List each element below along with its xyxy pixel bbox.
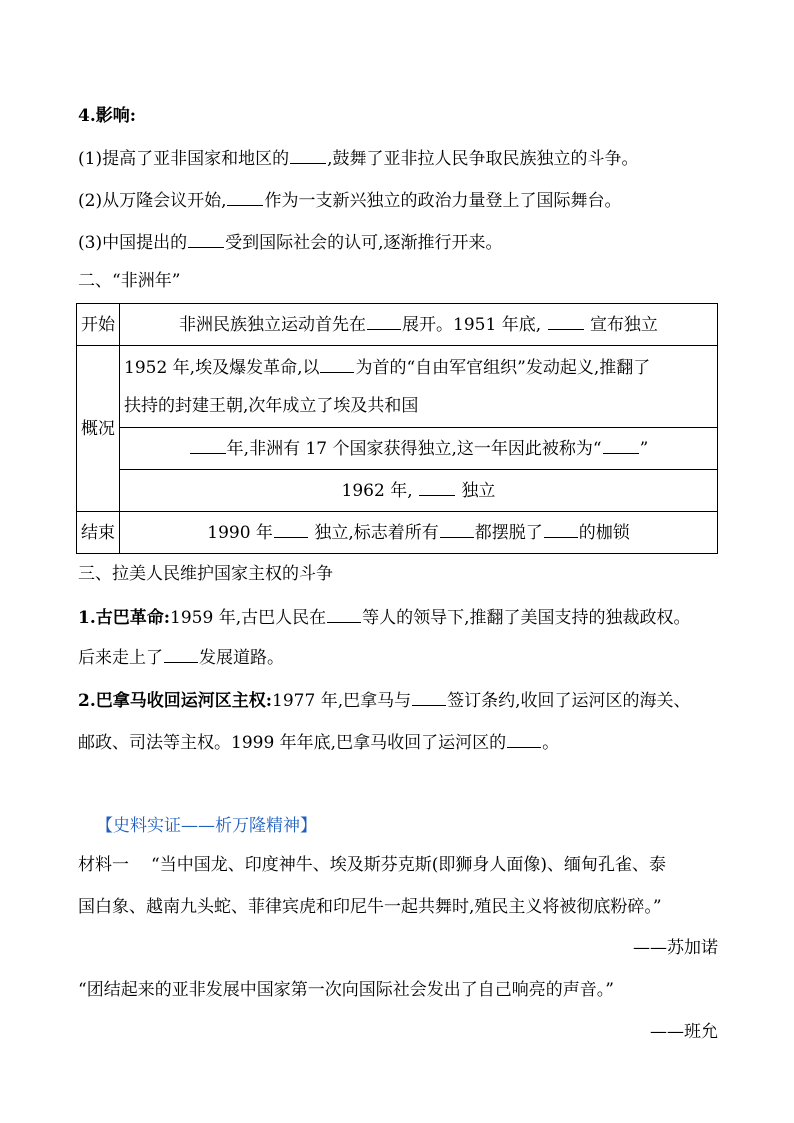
panama-text-b: 签订条约,收回了运河区的海关、 — [447, 691, 691, 711]
section4-heading: 4.影响: — [78, 106, 137, 126]
answer-blank — [419, 479, 455, 496]
answer-blank — [440, 521, 474, 538]
start-label: 开始 — [77, 304, 120, 346]
panama-text-a: 1977 年,巴拿马与 — [272, 691, 412, 711]
answer-blank — [164, 646, 198, 663]
overview-1-line-1 — [124, 349, 717, 387]
impact-item-3-text-a: (3)中国提出的 — [78, 233, 188, 253]
answer-blank — [227, 189, 263, 206]
answer-blank — [290, 147, 326, 164]
answer-blank — [507, 731, 541, 748]
end-text-a: 1990 年 — [207, 522, 273, 543]
cuba-line-2 — [78, 646, 284, 670]
panama-text-d: 。 — [542, 733, 560, 753]
overview-3-text-a: 1962 年, — [341, 480, 413, 501]
material1-text-line-1: “当中国龙、印度神牛、埃及斯芬克斯(即狮身人面像)、缅甸孔雀、泰 — [151, 855, 666, 875]
africa-table — [76, 303, 718, 554]
material1-line-1 — [78, 853, 666, 877]
cuba-title: 1.古巴革命: — [78, 608, 171, 628]
answer-blank — [548, 313, 584, 330]
table-row-start — [77, 304, 718, 346]
start-text-c: 宣布独立 — [589, 314, 658, 335]
overview-cell-1 — [120, 346, 718, 428]
impact-item-2 — [78, 189, 621, 213]
quote-2: “团结起来的亚非发展中国家第一次向国际社会发出了自己响亮的声音。” — [78, 980, 614, 1000]
overview-label: 概况 — [77, 346, 120, 512]
answer-blank — [327, 606, 361, 623]
table-row-overview-3 — [77, 470, 718, 512]
source-tag: 【史料实证——析万隆精神】 — [96, 816, 317, 836]
end-label: 结束 — [77, 512, 120, 554]
end-cell — [120, 512, 718, 554]
overview-1-line-2: 扶持的封建王朝,次年成立了埃及共和国 — [124, 395, 419, 416]
overview-3-text-b: 独立 — [461, 480, 496, 501]
end-text-b: 独立,标志着所有 — [314, 522, 439, 543]
impact-item-2-text-b: 作为一支新兴独立的政治力量登上了国际舞台。 — [264, 191, 622, 211]
impact-item-1-text-a: (1)提高了亚非国家和地区的 — [78, 149, 290, 169]
panama-line-2 — [78, 731, 559, 755]
panama-text-c: 邮政、司法等主权。1999 年年底,巴拿马收回了运河区的 — [78, 733, 507, 753]
answer-blank — [190, 437, 226, 454]
cuba-text-d: 发展道路。 — [199, 648, 284, 668]
overview-1-text-b: 为首的“自由军官组织”发动起义,推翻了 — [355, 357, 651, 378]
end-text-d: 的枷锁 — [578, 522, 630, 543]
impact-item-1-text-b: ,鼓舞了亚非拉人民争取民族独立的斗争。 — [327, 149, 639, 169]
panama-line-1 — [78, 689, 691, 713]
impact-item-3 — [78, 231, 503, 255]
attribution-1: ——苏加诺 — [633, 938, 718, 958]
impact-item-2-text-a: (2)从万隆会议开始, — [78, 191, 227, 211]
answer-blank — [367, 313, 401, 330]
overview-2-text-a: 年,非洲有 17 个国家获得独立,这一年因此被称为“ — [226, 438, 602, 459]
table-row-overview-2 — [77, 428, 718, 470]
latam-section-heading: 三、拉美人民维护国家主权的斗争 — [78, 564, 333, 584]
impact-item-3-text-b: 受到国际社会的认可,逐渐推行开来。 — [225, 233, 503, 253]
overview-2-text-b: ” — [639, 438, 649, 459]
cuba-text-a: 1959 年,古巴人民在 — [170, 608, 327, 628]
panama-title: 2.巴拿马收回运河区主权: — [78, 691, 273, 711]
overview-1-text-a: 1952 年,埃及爆发革命,以 — [124, 357, 320, 378]
table-row-end — [77, 512, 718, 554]
overview-cell-3 — [120, 470, 718, 512]
cuba-text-b: 等人的领导下,推翻了美国支持的独裁政权。 — [362, 608, 691, 628]
overview-cell-2 — [120, 428, 718, 470]
answer-blank — [412, 689, 446, 706]
africa-section-heading: 二、“非洲年” — [78, 271, 181, 291]
start-text-b: 展开。1951 年底, — [402, 314, 542, 335]
material1-label: 材料一 — [78, 855, 129, 875]
table-row-overview-1 — [77, 346, 718, 428]
answer-blank — [320, 356, 354, 373]
material1-line-2: 国白象、越南九头蛇、菲律宾虎和印尼牛一起共舞时,殖民主义将被彻底粉碎。” — [78, 897, 662, 917]
impact-item-1 — [78, 147, 639, 171]
end-text-c: 都摆脱了 — [474, 522, 543, 543]
attribution-2: ——班允 — [650, 1022, 718, 1042]
answer-blank — [188, 231, 224, 248]
start-text-a: 非洲民族独立运动首先在 — [179, 314, 367, 335]
answer-blank — [603, 437, 639, 454]
cuba-line-1 — [78, 606, 691, 630]
cuba-text-c: 后来走上了 — [78, 648, 163, 668]
answer-blank — [544, 521, 578, 538]
answer-blank — [274, 521, 308, 538]
start-cell — [120, 304, 718, 346]
